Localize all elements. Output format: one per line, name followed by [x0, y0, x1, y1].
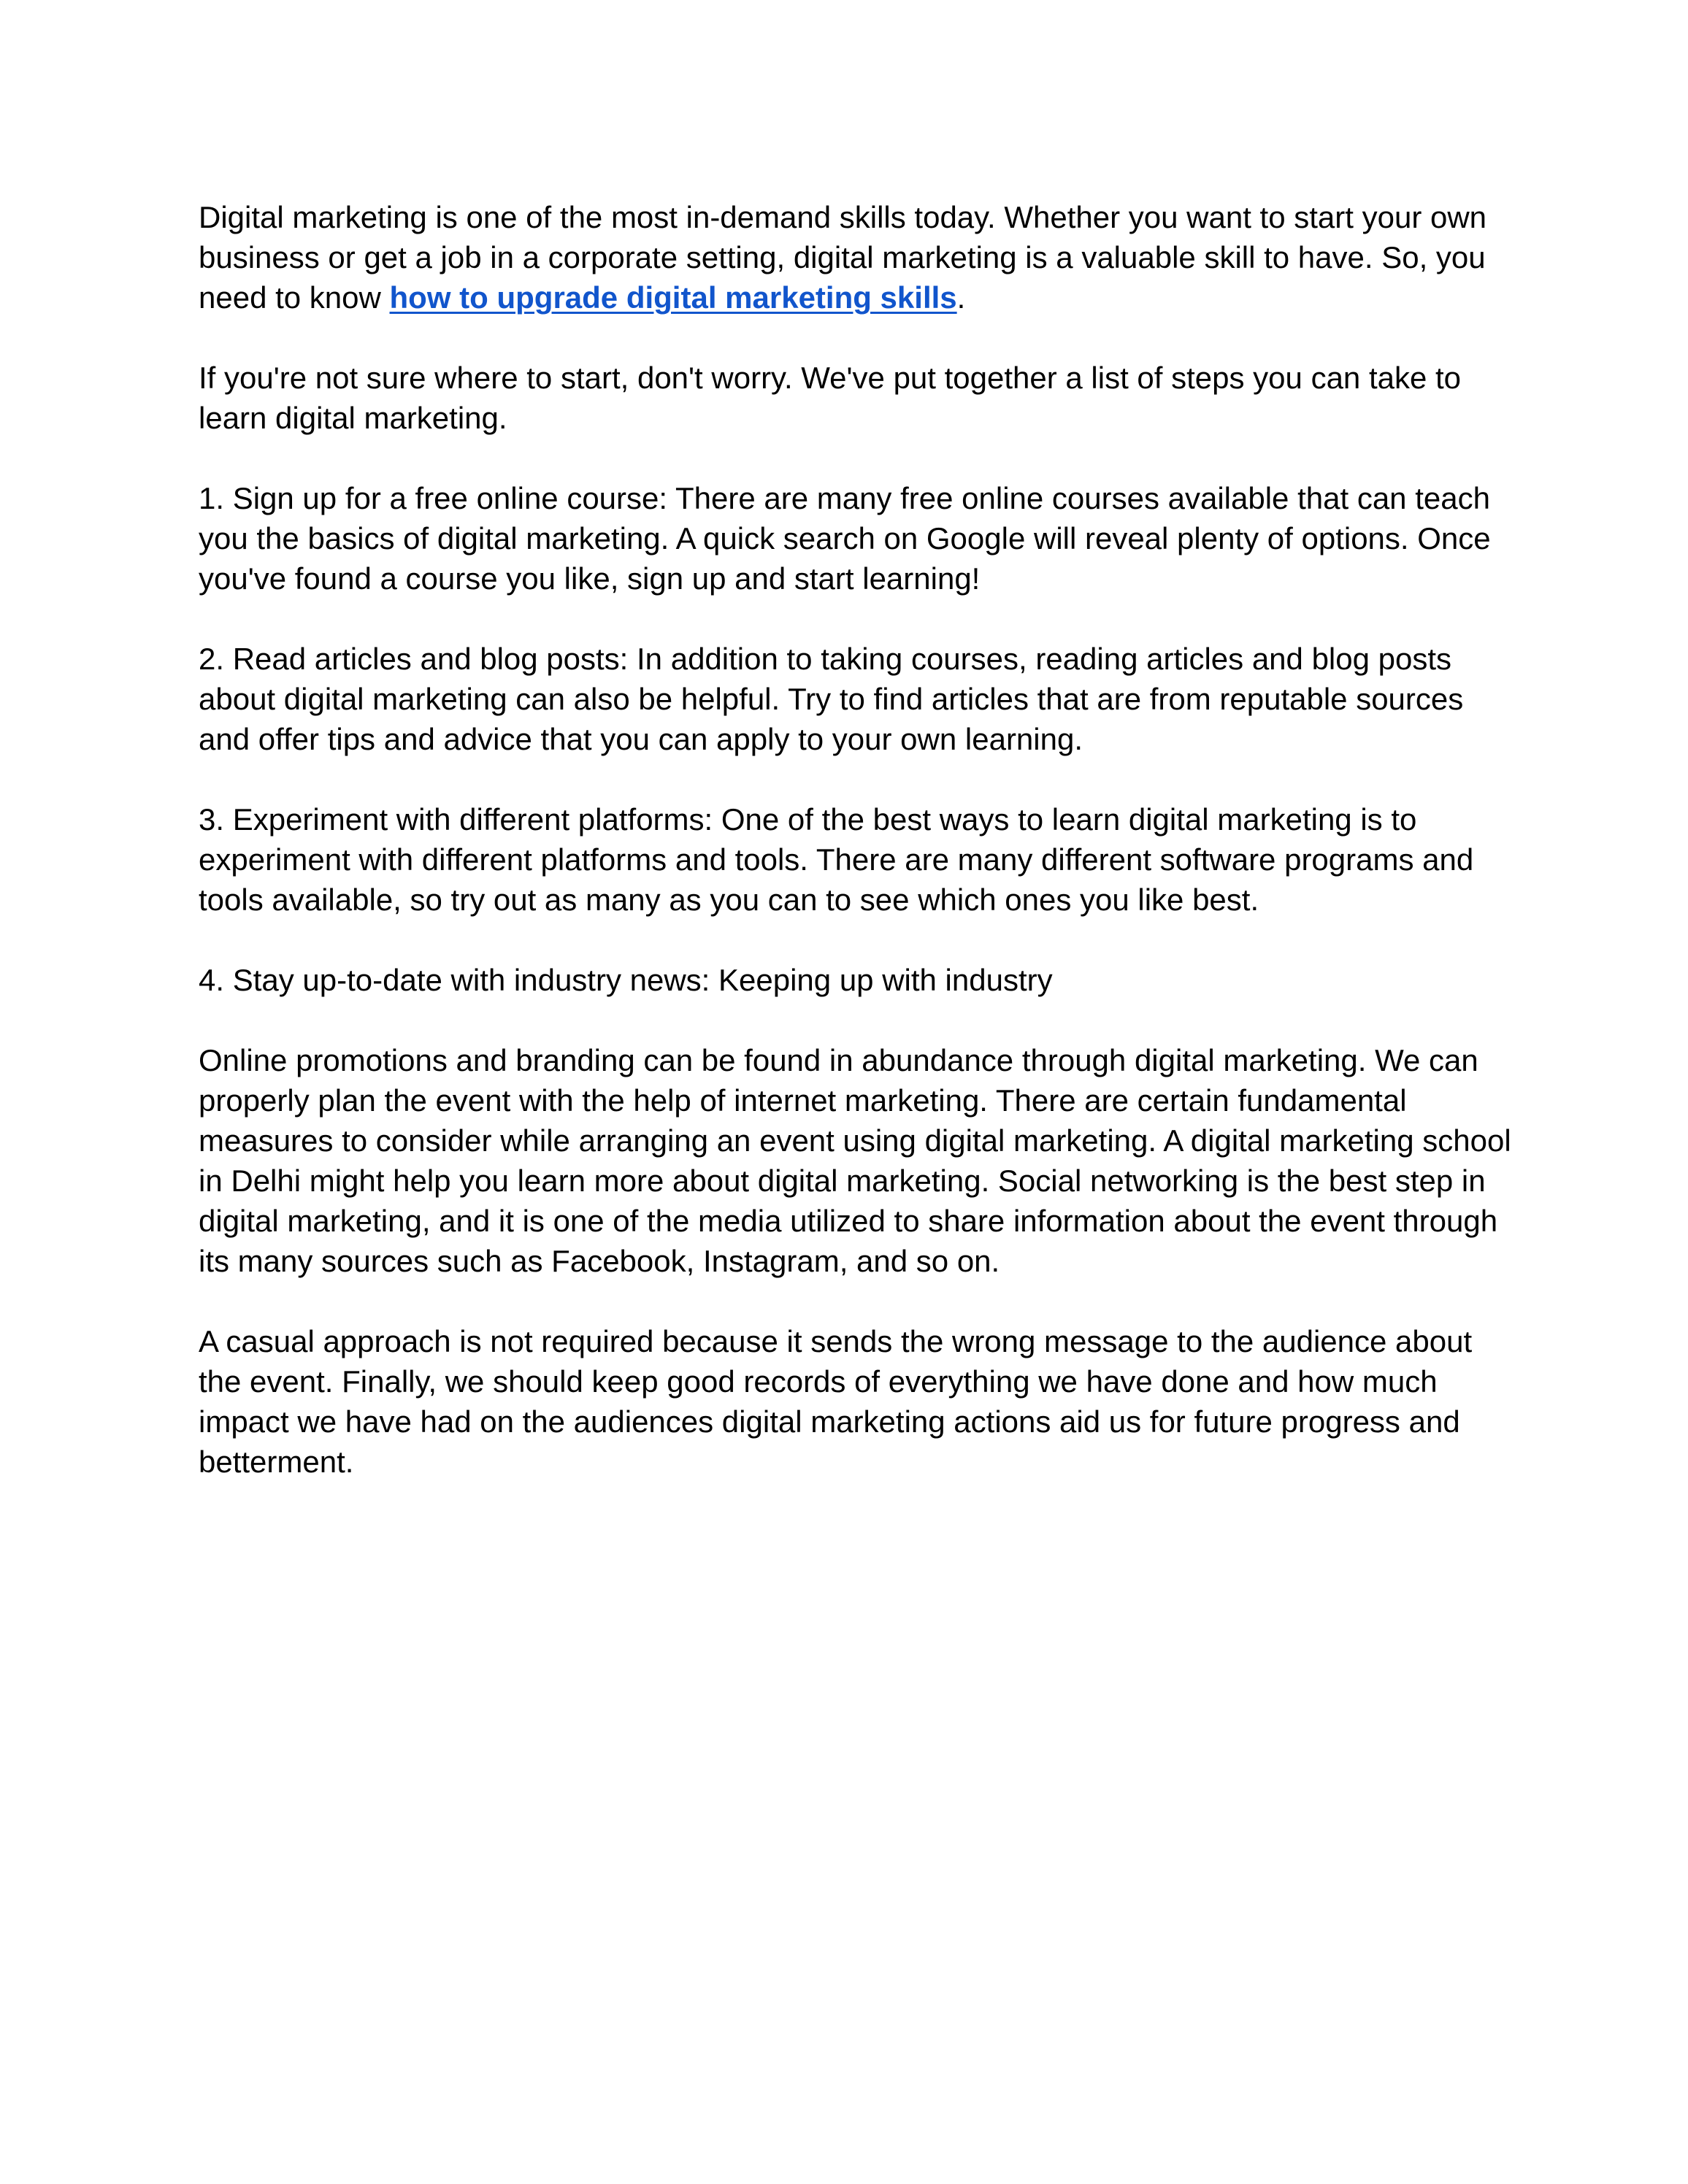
paragraph-where-to-start: If you're not sure where to start, don't worry. We've put together a list of steps you can take to learn digital marketing.	[199, 361, 1462, 435]
paragraph-step-1: 1. Sign up for a free online course: There are many free online courses available that can teach you the basics of digital marketing. A quick search on Google will reveal plenty of options. Once you've found a course you like, sign up and start learning!	[199, 481, 1491, 596]
intro-paragraph	[199, 197, 1513, 318]
upgrade-skills-link[interactable]: how to upgrade digital marketing skills	[389, 280, 957, 315]
paragraph-online-promotions: Online promotions and branding can be found in abundance through digital marketing. We can properly plan the event with the help of internet marketing. There are certain fundamental measures to consider while arranging an event using digital marketing. A digital marketing school in Delhi might help you learn more about digital marketing. Social networking is the best step in digital marketing, and it is one of the media utilized to share information about the event through its many sources such as Facebook, Instagram, and so on.	[199, 1043, 1511, 1278]
paragraph-step-2: 2. Read articles and blog posts: In addition to taking courses, reading articles and blog posts about digital marketing can also be helpful. Try to find articles that are from reputable sources and offer tips and advice that you can apply to your own learning.	[199, 642, 1464, 756]
intro-text: Digital marketing is one of the most in-demand skills today. Whether you want to start your own business or get a job in a corporate setting, digital marketing is a valuable skill to have. So, you need to know	[199, 200, 1487, 315]
paragraph-step-3: 3. Experiment with different platforms: One of the best ways to learn digital marketing is to experiment with different platforms and tools. There are many different software programs and tools available, so try out as many as you can to see which ones you like best.	[199, 802, 1474, 917]
intro-period: .	[956, 280, 966, 315]
paragraph-casual-approach: A casual approach is not required because it sends the wrong message to the audience about the event. Finally, we should keep good records of everything we have done and how much impact we have had on the audiences digital marketing actions aid us for future progress and betterment.	[199, 1324, 1473, 1479]
paragraph-step-4: 4. Stay up-to-date with industry news: Keeping up with industry	[199, 963, 1053, 997]
document-page	[199, 197, 1513, 1482]
